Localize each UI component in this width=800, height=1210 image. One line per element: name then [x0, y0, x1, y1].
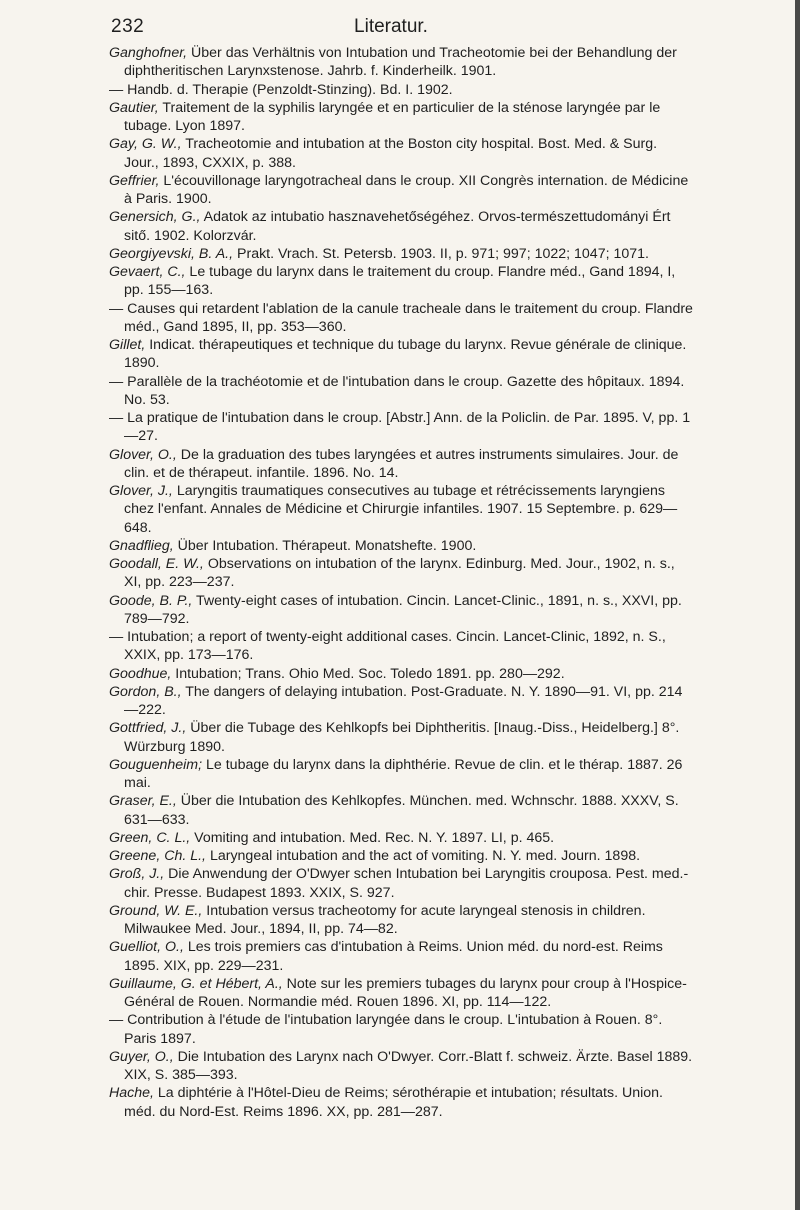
entry-author: Goodall, E. W., [109, 556, 204, 572]
bibliography-entry [109, 172, 694, 209]
entry-author: Gay, G. W., [109, 136, 182, 153]
entry-text: Über die Intubation des Kehlkopfes. München. med. Wchnschr. 1888. XXXV, S. 631—633. [124, 793, 679, 828]
bibliography-entry [109, 537, 694, 555]
page-edge-shadow [795, 0, 800, 1210]
entry-text: — Handb. d. Therapie (Penzoldt-Stinzing). Bd. I. 1902. [109, 81, 453, 98]
entry-text: Über das Verhältnis von Intubation und Tracheotomie bei der Behandlung der diphtheritischen Larynxstenose. Jahrb. f. Kinderheilk. 1901. [124, 45, 677, 80]
entry-text: Intubation versus tracheotomy for acute laryngeal stenosis in children. Milwaukee Med. Jour., 1894, II, pp. 74—82. [124, 902, 646, 937]
bibliography-entry [109, 683, 694, 720]
entry-text: La diphtérie à l'Hôtel-Dieu de Reims; sérothérapie et intubation; résultats. Union. méd. du Nord-Est. Reims 1896. XX, pp. 281—287. [124, 1085, 663, 1120]
bibliography-entry [109, 756, 694, 793]
entry-author: Glover, O., [109, 446, 177, 463]
bibliography-entry [109, 1011, 694, 1048]
entry-author: Gouguenheim; [109, 756, 203, 773]
entry-author: Hache, [109, 1085, 154, 1102]
bibliography-entry [109, 99, 694, 136]
entry-author: Groß, J., [109, 866, 165, 883]
entry-text: L'écouvillonage laryngotracheal dans le croup. XII Congrès internation. de Médicine à Paris. 1900. [124, 172, 689, 207]
entry-text: Le tubage du larynx dans la diphthérie. Revue de clin. et le thérap. 1887. 26 mai. [124, 756, 683, 791]
bibliography-entry [109, 555, 694, 592]
entry-text: — La pratique de l'intubation dans le croup. [Abstr.] Ann. de la Policlin. de Par. 1895. V, pp. 1—27. [109, 410, 691, 445]
entry-text: Adatok az intubatio hasznavehetőségéhez. Orvos-természettudományi Ért sitő. 1902. Kolorzvár. [124, 209, 671, 244]
entry-text: Über Intubation. Thérapeut. Monatshefte. 1900. [173, 537, 477, 554]
bibliography-entry [109, 792, 694, 829]
bibliography-entry [109, 81, 694, 99]
bibliography-list [109, 44, 694, 1121]
bibliography-entry [109, 245, 694, 263]
page-header [111, 16, 671, 40]
entry-text: Über die Tubage des Kehlkopfs bei Diphtheritis. [Inaug.-Diss., Heidelberg.] 8°. Würzburg 1890. [124, 720, 680, 755]
bibliography-entry [109, 829, 694, 847]
entry-text: Traitement de la syphilis laryngée et en particulier de la sténose laryngée par le tubage. Lyon 1897. [124, 99, 661, 134]
entry-author: Georgiyevski, B. A., [109, 245, 234, 262]
running-title: Literatur. [354, 16, 428, 37]
entry-text: Intubation; Trans. Ohio Med. Soc. Toledo 1891. pp. 280—292. [171, 665, 565, 682]
entry-author: Gautier, [109, 99, 159, 116]
entry-text: Tracheotomie and intubation at the Boston city hospital. Bost. Med. & Surg. Jour., 1893, CXXIX, p. 388. [124, 136, 658, 171]
entry-author: Ganghofner, [109, 45, 188, 61]
bibliography-entry [109, 665, 694, 683]
entry-author: Goodhue, [109, 665, 172, 682]
bibliography-entry [109, 446, 694, 483]
entry-author: Guillaume, G. et Hébert, A., [109, 975, 283, 992]
bibliography-entry [109, 592, 694, 629]
entry-text: Die Intubation des Larynx nach O'Dwyer. Corr.-Blatt f. schweiz. Ärzte. Basel 1889. XIX, S. 385—393. [124, 1048, 693, 1083]
entry-author: Graser, E., [109, 793, 177, 810]
entry-author: Ground, W. E., [109, 902, 203, 919]
entry-text: Les trois premiers cas d'intubation à Reims. Union méd. du nord-est. Reims 1895. XIX, pp. 229—231. [124, 939, 663, 974]
entry-text: Le tubage du larynx dans le traitement du croup. Flandre méd., Gand 1894, I, pp. 155—163. [124, 264, 676, 299]
bibliography-entry [109, 1048, 694, 1085]
entry-text: Observations on intubation of the larynx. Edinburg. Med. Jour., 1902, n. s., XI, pp. 223—237. [124, 556, 675, 591]
entry-text: — Causes qui retardent l'ablation de la canule tracheale dans le traitement du croup. Flandre méd., Gand 1895, II, pp. 353—360. [109, 300, 693, 335]
entry-text: Indicat. thérapeutiques et technique du tubage du larynx. Revue générale de clinique. 1890. [124, 337, 687, 372]
entry-author: Genersich, G., [109, 209, 201, 226]
entry-author: Green, C. L., [109, 829, 191, 846]
entry-text: Laryngeal intubation and the act of vomiting. N. Y. med. Journ. 1898. [206, 848, 641, 864]
bibliography-entry [109, 336, 694, 373]
bibliography-entry [109, 847, 694, 865]
entry-author: Gillet, [109, 337, 146, 353]
entry-text: — Intubation; a report of twenty-eight additional cases. Cincin. Lancet-Clinic, 1892, n. S., XXIX, pp. 173—176. [109, 629, 666, 664]
entry-text: Note sur les premiers tubages du larynx pour croup à l'Hospice-Général de Rouen. Normandie méd. Rouen 1896. XI, pp. 114—122. [124, 975, 687, 1010]
bibliography-entry [109, 865, 694, 902]
entry-author: Guyer, O., [109, 1048, 174, 1065]
entry-text: — Contribution à l'étude de l'intubation laryngée dans le croup. L'intubation à Rouen. 8°. Paris 1897. [109, 1012, 663, 1047]
bibliography-entry [109, 1084, 694, 1121]
entry-text: — Parallèle de la trachéotomie et de l'intubation dans le croup. Gazette des hôpitaux. 1894. No. 53. [109, 373, 685, 408]
entry-author: Geffrier, [109, 172, 160, 189]
bibliography-entry [109, 208, 694, 245]
entry-author: Gevaert, C., [109, 264, 186, 280]
entry-author: Goode, B. P., [109, 592, 193, 609]
bibliography-entry [109, 902, 694, 939]
entry-text: Twenty-eight cases of intubation. Cincin. Lancet-Clinic., 1891, n. s., XXVI, pp. 789—792. [124, 592, 682, 627]
entry-text: The dangers of delaying intubation. Post-Graduate. N. Y. 1890—91. VI, pp. 214—222. [124, 683, 683, 718]
bibliography-entry [109, 975, 694, 1012]
bibliography-entry [109, 628, 694, 665]
bibliography-entry [109, 263, 694, 300]
entry-author: Glover, J., [109, 483, 173, 499]
bibliography-entry [109, 44, 694, 81]
entry-text: De la graduation des tubes laryngées et autres instruments simulaires. Jour. de clin. et de thérapeut. infantile. 1896. No. 14. [124, 446, 679, 481]
entry-text: Vomiting and intubation. Med. Rec. N. Y. 1897. LI, p. 465. [190, 829, 555, 846]
entry-author: Guelliot, O., [109, 939, 184, 956]
entry-author: Greene, Ch. L., [109, 848, 206, 864]
bibliography-entry [109, 938, 694, 975]
bibliography-entry [109, 135, 694, 172]
bibliography-entry [109, 719, 694, 756]
entry-text: Die Anwendung der O'Dwyer schen Intubation bei Laryngitis crouposa. Pest. med.-chir. Presse. Budapest 1893. XXIX, S. 927. [124, 866, 689, 901]
entry-author: Gordon, B., [109, 683, 182, 700]
bibliography-entry [109, 300, 694, 337]
entry-author: Gnadflieg, [109, 537, 174, 554]
entry-author: Gottfried, J., [109, 720, 187, 737]
bibliography-entry [109, 482, 694, 537]
page-number: 232 [111, 16, 145, 37]
entry-text: Laryngitis traumatiques consecutives au tubage et rétrécissements laryngiens chez l'enfant. Annales de Médicine et Chirurgie infantiles. 1907. 15 Septembre. p. 629—648. [124, 483, 678, 536]
entry-text: Prakt. Vrach. St. Petersb. 1903. II, p. 971; 997; 1022; 1047; 1071. [233, 245, 649, 262]
bibliography-entry [109, 409, 694, 446]
bibliography-entry [109, 373, 694, 410]
